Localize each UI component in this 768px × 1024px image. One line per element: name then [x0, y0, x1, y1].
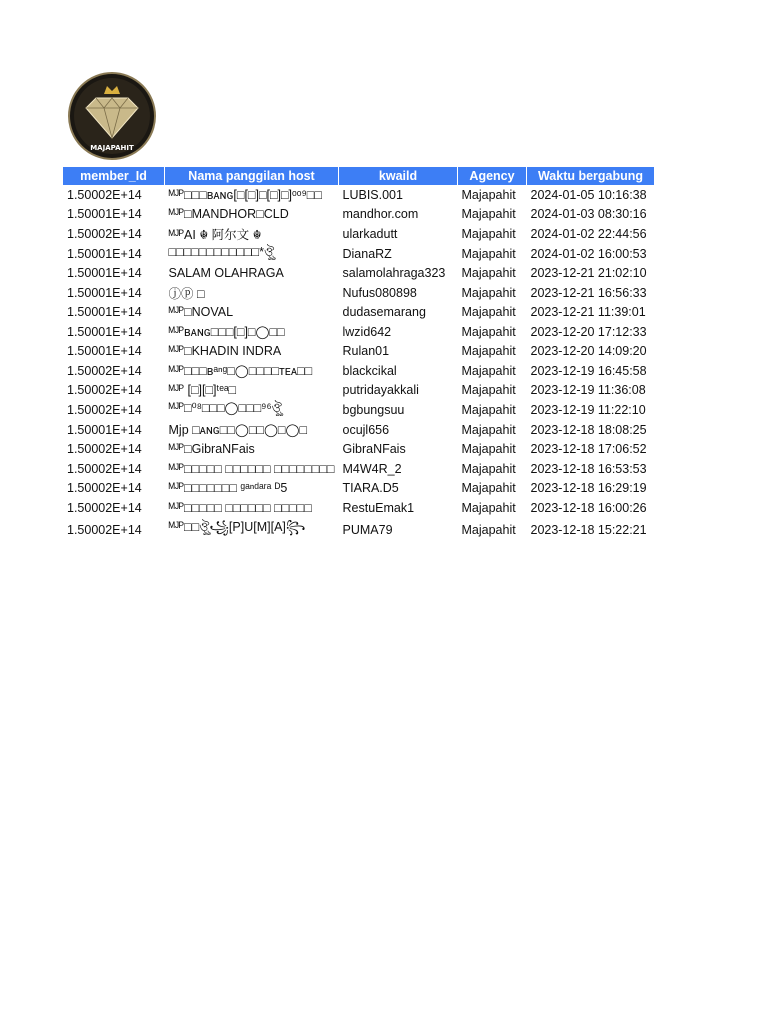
cell-kwai-id: DianaRZ: [342, 246, 392, 261]
cell-member-id: 1.50002E+14: [67, 226, 142, 241]
cell-kwai-id: RestuEmak1: [342, 500, 415, 515]
cell-kwai-id: Rulan01: [342, 344, 390, 359]
table-row: [63, 420, 655, 440]
cell-agency: Majapahit: [461, 500, 516, 515]
table-row: [63, 303, 655, 323]
cell-join-time: 2023-12-19 11:22:10: [530, 403, 646, 417]
cell-join-time: 2024-01-02 16:00:53: [530, 246, 647, 261]
header-kwai-id: kwaild: [339, 167, 458, 185]
cell-agency: Majapahit: [461, 363, 516, 378]
cell-agency: Majapahit: [461, 422, 516, 437]
cell-host-nickname: ⓙⓟ □: [168, 286, 205, 301]
header-host-nickname: Nama panggilan host: [165, 167, 339, 185]
cell-agency: Majapahit: [461, 207, 516, 222]
cell-kwai-id: salamolahraga323: [342, 266, 446, 281]
cell-member-id: 1.50001E+14: [67, 422, 142, 437]
cell-agency: Majapahit: [461, 442, 516, 457]
cell-agency: Majapahit: [461, 383, 516, 398]
table-row: [63, 244, 655, 264]
table-row: [63, 381, 655, 401]
cell-kwai-id: ocujl656: [342, 422, 390, 437]
cell-kwai-id: dudasemarang: [342, 305, 426, 320]
cell-host-nickname: ᴹᴶᴾ□□□□□ □□□□□□ □□□□□: [168, 500, 312, 515]
cell-agency: Majapahit: [461, 246, 516, 261]
cell-host-nickname: ᴹᴶᴾ□GibraNFais: [168, 442, 255, 457]
table-row: [63, 342, 655, 362]
cell-kwai-id: bgbungsuu: [342, 403, 405, 417]
cell-host-nickname: ᴹᴶᴾ□□□□□ □□□□□□ □□□□□□□□: [168, 461, 335, 476]
table-row: [63, 459, 655, 479]
cell-join-time: 2023-12-18 16:29:19: [530, 481, 647, 496]
cell-host-nickname: Mjp □ᴀɴɢ□□◯□□◯□◯□: [168, 423, 308, 438]
table-row: [63, 205, 655, 225]
cell-member-id: 1.50001E+14: [67, 266, 142, 281]
members-table: [63, 167, 655, 543]
cell-join-time: 2023-12-20 14:09:20: [530, 344, 647, 359]
table-row: [63, 185, 655, 205]
majapahit-logo: [64, 72, 160, 160]
cell-member-id: 1.50002E+14: [67, 383, 142, 398]
cell-join-time: 2023-12-19 11:36:08: [530, 383, 646, 398]
table-row: [63, 224, 655, 244]
cell-agency: Majapahit: [461, 285, 516, 300]
cell-host-nickname: ᴹᴶᴾ□□□ʙᵃⁿᵍ□◯□□□□ᴛᴇᴀ□□: [168, 364, 313, 379]
cell-kwai-id: ularkadutt: [342, 226, 398, 241]
cell-kwai-id: blackcikal: [342, 363, 397, 378]
cell-join-time: 2023-12-18 16:53:53: [530, 461, 647, 476]
cell-member-id: 1.50002E+14: [67, 500, 142, 515]
cell-host-nickname: □□□□□□□□□□□□*ঔৣ: [168, 244, 275, 259]
cell-host-nickname: ᴹᴶᴾ [□][□]ᵗᵉᵃ□: [168, 383, 237, 398]
cell-join-time: 2023-12-18 16:00:26: [530, 500, 647, 515]
cell-join-time: 2023-12-21 11:39:01: [530, 305, 646, 320]
cell-join-time: 2023-12-21 21:02:10: [530, 266, 647, 281]
cell-member-id: 1.50002E+14: [67, 481, 142, 496]
cell-agency: Majapahit: [461, 266, 516, 281]
cell-kwai-id: PUMA79: [342, 523, 393, 537]
header-join-time: Waktu bergabung: [527, 167, 655, 185]
cell-join-time: 2023-12-20 17:12:33: [530, 324, 647, 339]
cell-agency: Majapahit: [461, 461, 516, 476]
cell-agency: Majapahit: [461, 305, 516, 320]
cell-host-nickname: ᴹᴶᴾ□⁰⁸□□□◯□□□⁹⁶ঔৣ: [168, 401, 282, 415]
cell-member-id: 1.50001E+14: [67, 207, 142, 222]
cell-kwai-id: mandhor.com: [342, 207, 419, 222]
svg-text:MAJAPAHIT: MAJAPAHIT: [90, 144, 134, 152]
table-row: [63, 361, 655, 381]
cell-kwai-id: LUBIS.001: [342, 187, 403, 202]
header-row: [63, 167, 655, 185]
cell-join-time: 2024-01-02 22:44:56: [530, 226, 647, 241]
table-row: [63, 283, 655, 303]
cell-member-id: 1.50001E+14: [67, 344, 142, 359]
cell-host-nickname: ᴹᴶᴾAI ☬ 阿尔文 ☬: [168, 227, 262, 242]
table-row: [63, 518, 655, 543]
table-row: [63, 498, 655, 518]
cell-join-time: 2023-12-19 16:45:58: [530, 363, 647, 378]
table-row: [63, 400, 655, 420]
cell-join-time: 2024-01-05 10:16:38: [530, 187, 647, 202]
table-row: [63, 264, 655, 284]
cell-member-id: 1.50001E+14: [67, 246, 142, 261]
cell-join-time: 2024-01-03 08:30:16: [530, 207, 647, 222]
cell-join-time: 2023-12-18 18:08:25: [530, 422, 647, 437]
cell-host-nickname: ᴹᴶᴾ□□ঔৣ꧁[P]U[M][A]꧂: [168, 519, 306, 534]
cell-agency: Majapahit: [461, 403, 516, 417]
cell-kwai-id: TIARA.D5: [342, 481, 399, 496]
cell-kwai-id: lwzid642: [342, 324, 392, 339]
cell-member-id: 1.50002E+14: [67, 187, 142, 202]
cell-member-id: 1.50002E+14: [67, 442, 142, 457]
table-row: [63, 440, 655, 460]
cell-member-id: 1.50002E+14: [67, 523, 142, 537]
cell-member-id: 1.50001E+14: [67, 324, 142, 339]
cell-agency: Majapahit: [461, 324, 516, 339]
cell-kwai-id: M4W4R_2: [342, 461, 402, 476]
cell-host-nickname: SALAM OLAHRAGA: [168, 266, 284, 281]
cell-member-id: 1.50002E+14: [67, 403, 142, 417]
header-agency: Agency: [458, 167, 527, 185]
cell-agency: Majapahit: [461, 344, 516, 359]
cell-agency: Majapahit: [461, 226, 516, 241]
cell-member-id: 1.50001E+14: [67, 285, 142, 300]
cell-host-nickname: ᴹᴶᴾ□MANDHOR□CLD: [168, 207, 289, 222]
cell-kwai-id: Nufus080898: [342, 285, 417, 300]
cell-host-nickname: ᴹᴶᴾʙᴀɴɢ□□□[□]□◯□□: [168, 325, 285, 340]
cell-host-nickname: ᴹᴶᴾ□□□□□□□ ᵍᵃⁿᵈᵃʳᵃ ᴰ5: [168, 481, 288, 496]
cell-agency: Majapahit: [461, 481, 516, 496]
cell-host-nickname: ᴹᴶᴾ□NOVAL: [168, 305, 234, 320]
header-member-id: member_Id: [63, 167, 165, 185]
cell-agency: Majapahit: [461, 187, 516, 202]
cell-join-time: 2023-12-18 17:06:52: [530, 442, 647, 457]
table-row: [63, 479, 655, 499]
cell-kwai-id: putridayakkali: [342, 383, 419, 398]
table-row: [63, 322, 655, 342]
cell-member-id: 1.50001E+14: [67, 305, 142, 320]
cell-member-id: 1.50002E+14: [67, 461, 142, 476]
cell-agency: Majapahit: [461, 523, 516, 537]
cell-member-id: 1.50002E+14: [67, 363, 142, 378]
cell-join-time: 2023-12-18 15:22:21: [530, 523, 647, 537]
cell-kwai-id: GibraNFais: [342, 442, 406, 457]
cell-join-time: 2023-12-21 16:56:33: [530, 285, 647, 300]
cell-host-nickname: ᴹᴶᴾ□KHADIN INDRA: [168, 344, 282, 359]
cell-host-nickname: ᴹᴶᴾ□□□ʙᴀɴɢ[□[□]□[□]□]ᵒᵒ⁹□□: [168, 187, 322, 202]
